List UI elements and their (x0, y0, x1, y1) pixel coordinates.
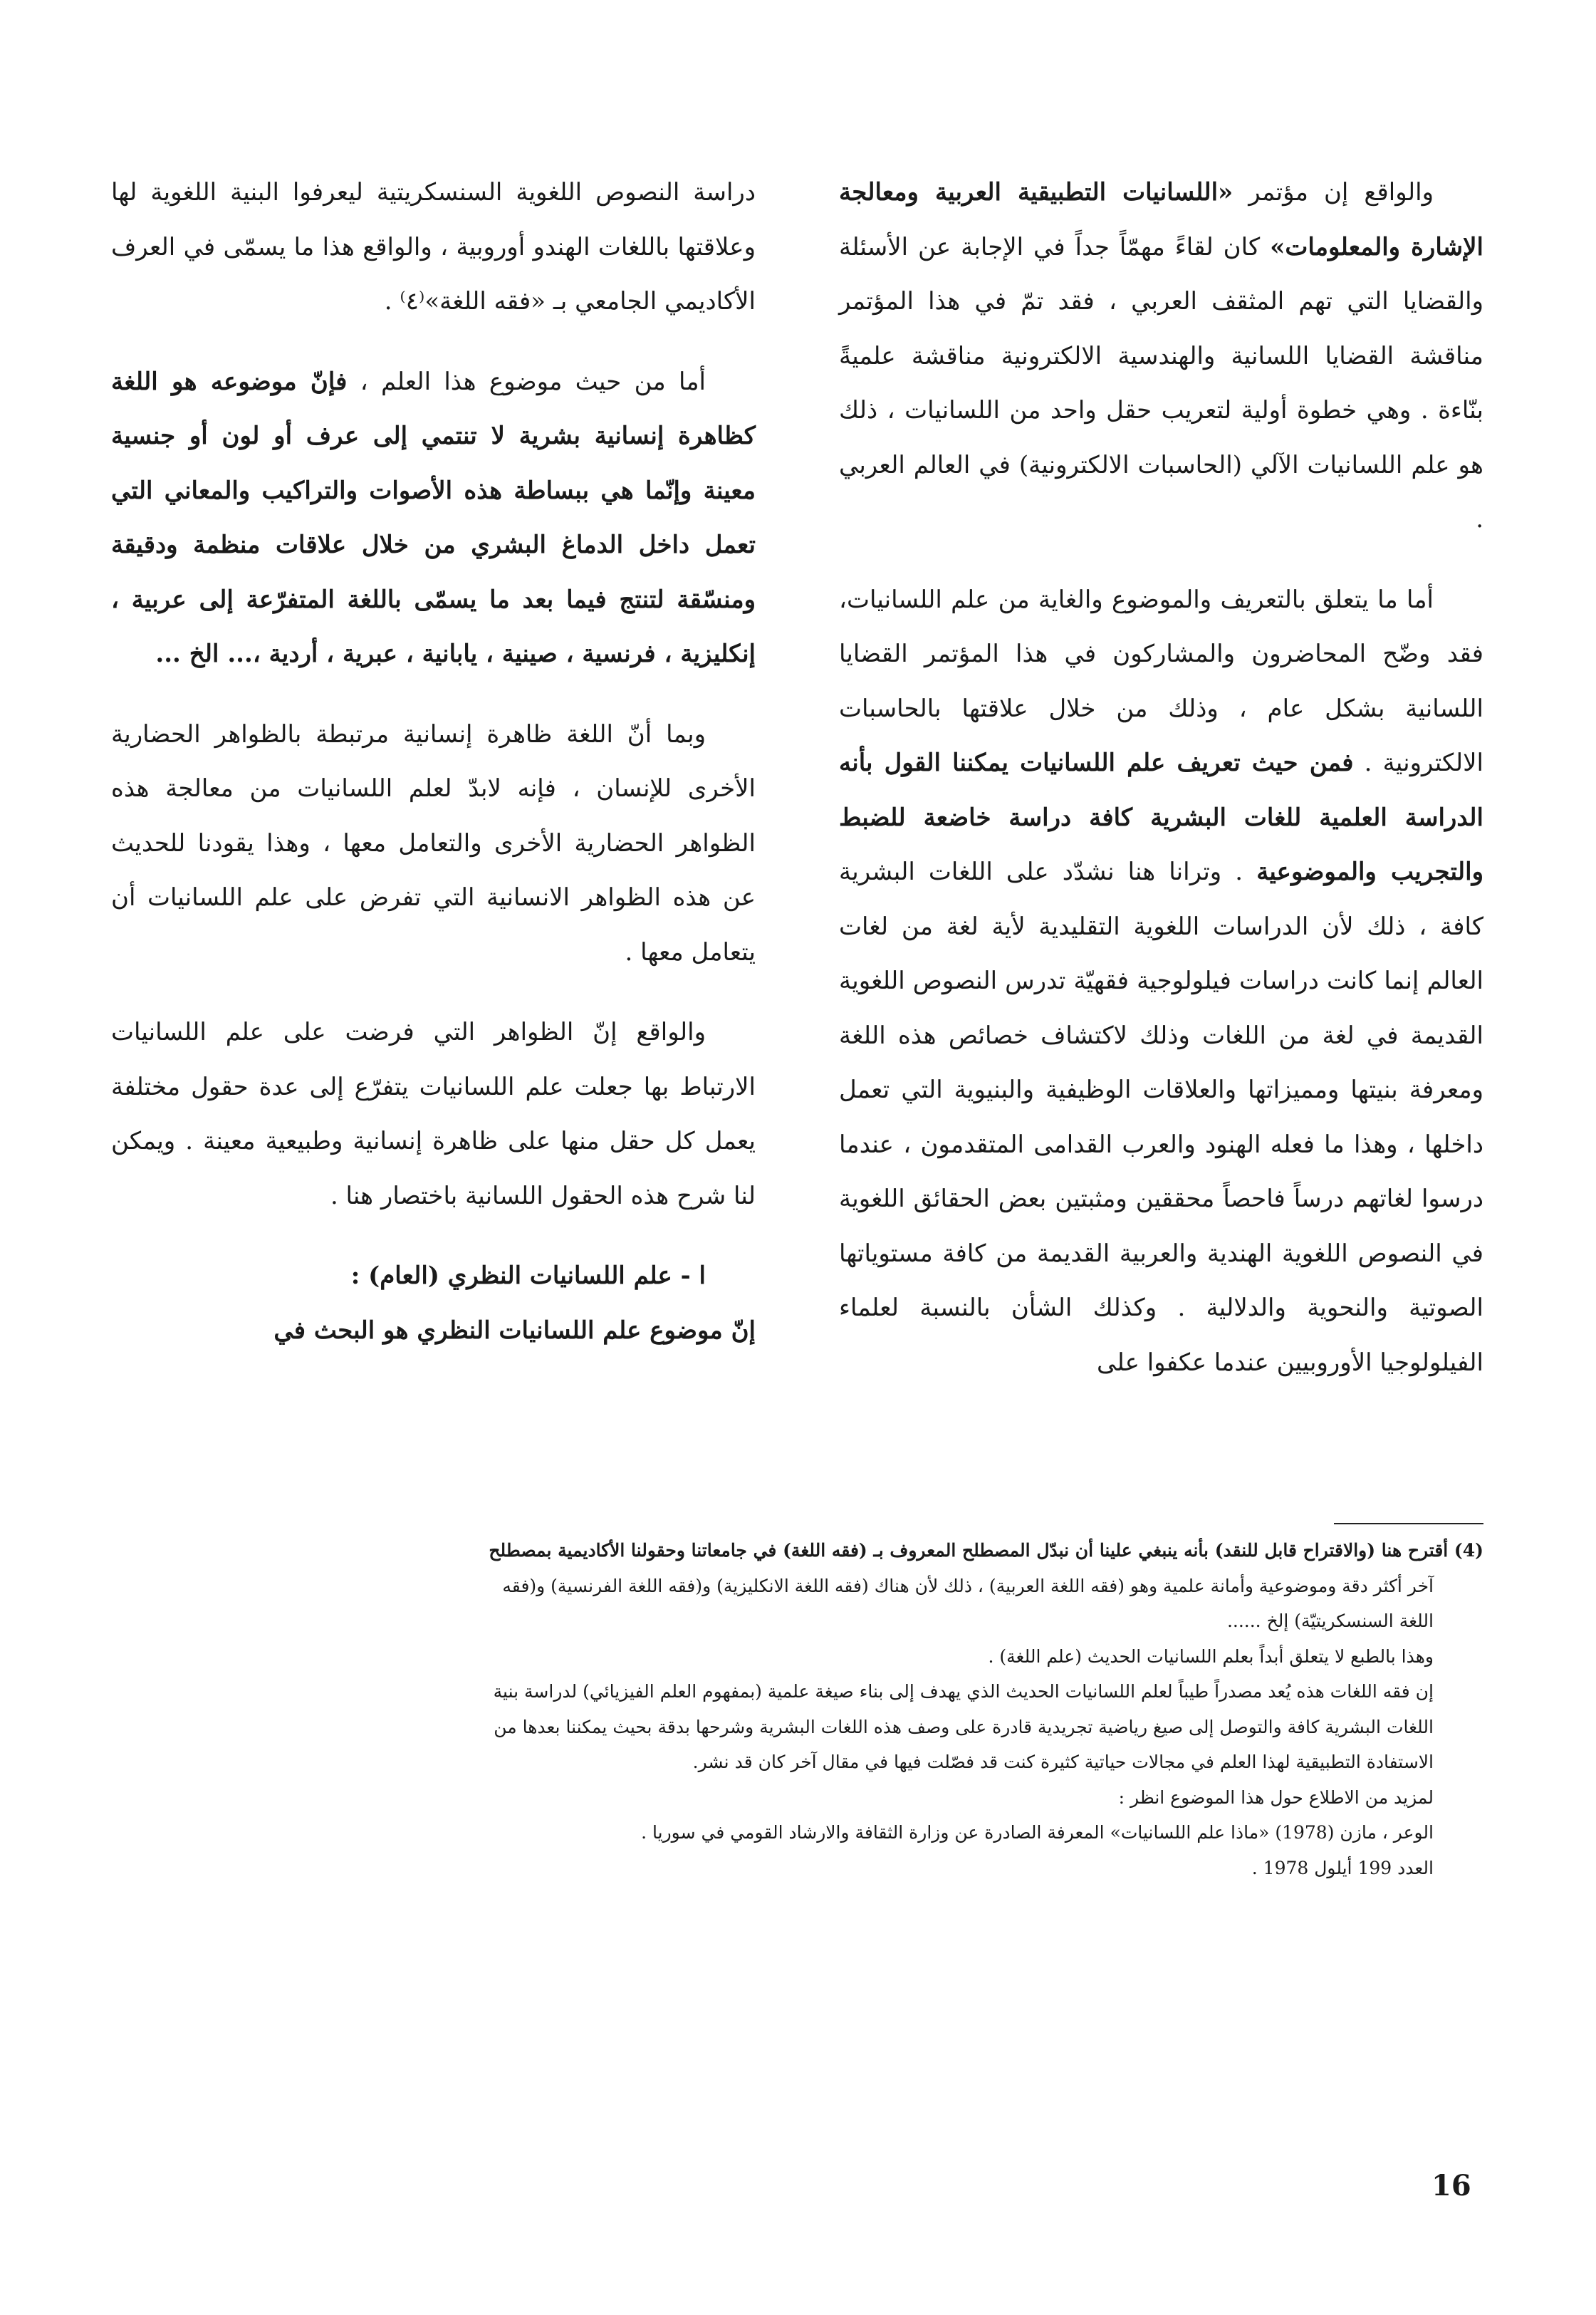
footnote-block (105, 1533, 1483, 1885)
paragraph-fields: والواقع إنّ الظواهر التي فرضت على علم اللسانيات الارتباط بها جعلت علم اللسانيات يتفرّع إلى عدة حقول مختلفة يعمل كل حقل منها على ظاهرة إنسانية وطبيعية معينة . ويمكن لنا شرح هذه الحقول اللسانية باختصار هنا . (111, 1018, 756, 1210)
section-first-line: إنّ موضوع علم اللسانيات النظري هو البحث في (273, 1316, 756, 1345)
footnote-line: لمزيد من الاطلاع حول هذا الموضوع انظر : (1118, 1786, 1434, 1808)
left-column (111, 165, 756, 1358)
footnote-line: إن فقه اللغات هذه يُعد مصدراً طيباً لعلم اللسانيات الحديث الذي يهدف إلى بناء صيغة علمية (بمفهوم العلم الفيزيائي) لدراسة بنية (493, 1681, 1434, 1702)
paragraph-subject (111, 355, 756, 682)
footnote-divider (1334, 1523, 1483, 1524)
section-heading: ا - علم اللسانيات النظري (العام) : (350, 1261, 706, 1290)
paragraph-sanskrit: دراسة النصوص اللغوية السنسكريتية ليعرفوا البنية اللغوية لها وعلاقتها باللغات الهندو أوروبية ، والواقع هذا ما يسمّى في العرف الأكاديمي الجامعي بـ «فقه اللغة»⁽٤⁾ . (111, 178, 756, 316)
paragraph-phenomena: وبما أنّ اللغة ظاهرة إنسانية مرتبطة بالظواهر الحضارية الأخرى للإنسان ، فإنه لابدّ لعلم اللسانيات من معالجة هذه الظواهر الحضارية الأخرى والتعامل معها ، وهذا يقودنا للحديث عن هذه الظواهر الانسانية التي تفرض على علم اللسانيات أن يتعامل معها . (111, 719, 756, 967)
paragraph-conference (839, 165, 1483, 547)
paragraph-definition (839, 573, 1483, 1390)
footnote-line: العدد 199 أيلول 1978 . (1251, 1857, 1434, 1878)
subject-bold: فإنّ موضوعه هو اللغة كظاهرة إنسانية بشرية لا تنتمي إلى عرف أو لون أو جنسية معينة وإنّما هي ببساطة هذه الأصوات والتراكيب والمعاني التي تعمل داخل الدماغ البشري من خلال علاقات منظمة ودقيقة ومنسّقة لتنتج فيما بعد ما يسمّى باللغة المتفرّعة إلى عربية ، إنكليزية ، فرنسية ، صينية ، يابانية ، عبرية ، أردية ،... الخ ... (111, 367, 756, 668)
paragraph-text: . وترانا هنا نشدّد على اللغات البشرية كافة ، ذلك لأن الدراسات اللغوية التقليدية لأية لغة من لغات العالم إنما كانت دراسات فيلولوجية فقهيّة تدرس النصوص اللغوية القديمة في لغة من اللغات وذلك لاكتشاف خصائص هذه اللغة ومعرفة بنيتها ومميزاتها والعلاقات الوظيفية والبنيوية التي تعمل داخلها ، وهذا ما فعله الهنود والعرب القدامى المتقدمون ، عندما درسوا لغاتهم درساً فاحصاً محققين ومثبتين بعض الحقائق اللغوية في النصوص اللغوية الهندية والعربية القديمة من كافة مستوياتها الصوتية والنحوية والدلالية . وكذلك الشأن بالنسبة لعلماء الفيلولوجيا الأوروبيين عندما عكفوا على (839, 858, 1483, 1377)
definition-bold: فمن حيث تعريف علم اللسانيات يمكننا القول بأنه الدراسة العلمية للغات البشرية كافة دراسة خاضعة للضبط والتجريب والموضوعية (839, 749, 1483, 886)
paragraph-text: أما ما يتعلق بالتعريف والموضوع والغاية من علم اللسانيات، فقد وضّح المحاضرون والمشاركون في هذا المؤتمر القضايا اللسانية بشكل عام ، وذلك من خلال علاقتها بالحاسبات الالكترونية . (839, 585, 1483, 777)
footnote-line: اللغة السنسكريتيّة) إلخ ...... (1226, 1611, 1434, 1631)
footnote-line: الاستفادة التطبيقية لهذا العلم في مجالات حياتية كثيرة كنت قد فصّلت فيها في مقال آخر كان قد نشر. (692, 1752, 1434, 1772)
right-column (839, 165, 1483, 1415)
paragraph-text: أما من حيث موضوع هذا العلم ، (347, 367, 706, 396)
footnote-line: وهذا بالطبع لا يتعلق أبداً بعلم اللسانيات الحديث (علم اللغة) . (988, 1645, 1434, 1667)
paragraph-text: كان لقاءً مهمّاً جداً في الإجابة عن الأسئلة والقضايا التي تهم المثقف العربي ، فقد تمّ في هذا المؤتمر مناقشة القضايا اللسانية والهندسية الالكترونية مناقشة علميةً بنّاءة . وهي خطوة أولية لتعريب حقل واحد من اللسانيات ، ذلك هو علم اللسانيات الآلي (الحاسبات الالكترونية) في العالم العربي . (839, 232, 1483, 534)
footnote-line: اللغات البشرية كافة والتوصل إلى صيغ رياضية تجريدية قادرة على وصف هذه اللغات البشرية وشرحها بدقة بحيث يمكننا بعدها من (494, 1716, 1434, 1737)
footnote-line: آخر أكثر دقة وموضوعية وأمانة علمية وهو (فقه اللغة العربية) ، ذلك لأن هناك (فقه اللغة الانكليزية) و(فقه اللغة الفرنسية) و(فقه (502, 1575, 1434, 1596)
page-number: 16 (1431, 2169, 1471, 2202)
conference-title: «اللسانيات التطبيقية العربية ومعالجة الإشارة والمعلومات» (839, 178, 1484, 261)
footnote-line: الوعر ، مازن (1978) «ماذا علم اللسانيات» المعرفة الصادرة عن وزارة الثقافة والارشاد القومي في سوريا . (641, 1822, 1434, 1843)
paragraph-text: والواقع إن مؤتمر (1233, 178, 1434, 207)
footnote-line: (4) أقترح هنا (والاقتراح قابل للنقد) بأنه ينبغي علينا أن نبدّل المصطلح المعروف بـ (فقه اللغة) في جامعاتنا وحقولنا الأكاديمية بمصطلح (489, 1540, 1483, 1561)
